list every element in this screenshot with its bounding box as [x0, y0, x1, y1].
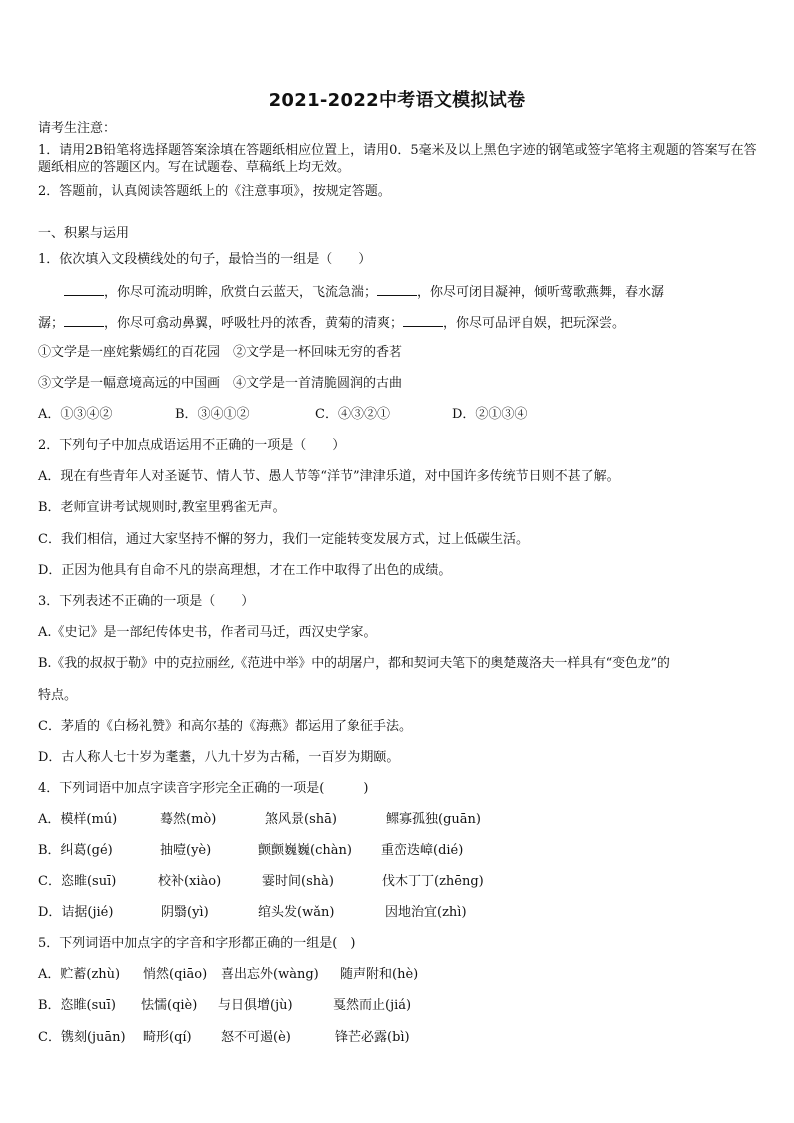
q4-a-word-4: 鳏寡孤独(guān): [386, 812, 481, 827]
q4-a-word-1: A．模样(mú): [38, 812, 118, 827]
q1-stem: 1．依次填入文段横线处的句子，最恰当的一组是（ ）: [38, 252, 372, 267]
q3-option-b-line-1: B.《我的叔叔于勒》中的克拉丽丝,《范进中举》中的胡屠户，都和契诃夫笔下的奥楚蔑洛夫一样具有“变色龙”的: [38, 656, 670, 671]
notice-item-1: 1．请用2B铅笔将选择题答案涂填在答题纸相应位置上，请用0．5毫米及以上黑色字迹的钢笔或签字笔将主观题的答案写在答题纸相应的答题区内。写在试题卷、草稿纸上均无效。: [38, 143, 757, 175]
fill-blank-4: [403, 314, 443, 327]
q5-a-word-3: 喜出忘外(wàng): [221, 967, 319, 982]
q4-d-word-4: 因地治宜(zhì): [385, 905, 467, 920]
q1-option-c: C．④③②①: [315, 407, 390, 422]
q1-passage-1b: ，你尽可闭目凝神，倾听莺歌燕舞，春水潺: [417, 285, 665, 300]
q1-passage-2a: 潺；: [38, 316, 65, 331]
q3-option-a: A.《史记》是一部纪传体史书，作者司马迁，西汉史学家。: [38, 625, 377, 640]
q5-a-word-1: A．贮蓄(zhù): [38, 967, 121, 982]
q5-c-word-1: C．镌刻(juān): [38, 1030, 126, 1045]
q5-c-word-2: 畸形(qí): [143, 1030, 192, 1045]
q1-sentences-1-2: ①文学是一座姹紫嫣红的百花园 ②文学是一杯回味无穷的香茗: [38, 345, 403, 360]
q3-option-b-line-2: 特点。: [38, 688, 78, 703]
q4-b-word-3: 颤颤巍巍(chàn): [258, 843, 352, 858]
q4-c-word-3: 霎时间(shà): [262, 874, 334, 889]
q1-sentences-3-4: ③文学是一幅意境高远的中国画 ④文学是一首清脆圆润的古曲: [38, 376, 403, 391]
exam-title: 2021-2022中考语文模拟试卷: [268, 90, 526, 111]
notice-heading: 请考生注意：: [38, 121, 117, 136]
q3-option-c: C．茅盾的《白杨礼赞》和高尔基的《海燕》都运用了象征手法。: [38, 719, 412, 734]
fill-blank-3: [64, 314, 104, 327]
q4-d-word-1: D．诘据(jié): [38, 905, 114, 920]
q4-c-word-1: C．恣睢(suī): [38, 874, 117, 889]
q4-a-word-3: 煞风景(shā): [265, 812, 337, 827]
q2-option-d: D．正因为他具有自命不凡的崇高理想，才在工作中取得了出色的成绩。: [38, 563, 452, 578]
q5-stem: 5．下列词语中加点字的字音和字形都正确的一组是( ): [38, 936, 356, 951]
q2-stem: 2．下列句子中加点成语运用不正确的一项是（ ）: [38, 438, 346, 453]
q4-stem: 4．下列词语中加点字读音字形完全正确的一项是( ): [38, 781, 369, 796]
q5-b-word-2: 怯懦(qiè): [141, 998, 198, 1013]
q5-a-word-4: 随声附和(hè): [340, 967, 419, 982]
q1-passage-line-2: [38, 314, 625, 332]
q4-d-word-3: 绾头发(wǎn): [258, 905, 335, 920]
q4-d-word-2: 阴翳(yì): [161, 905, 209, 920]
q2-option-c: C．我们相信，通过大家坚持不懈的努力，我们一定能转变发展方式，过上低碳生活。: [38, 532, 529, 547]
q5-c-word-4: 锋芒必露(bì): [335, 1030, 410, 1045]
q4-b-word-4: 重峦迭嶂(dié): [381, 843, 464, 858]
q2-option-a: A．现在有些青年人对圣诞节、情人节、愚人节等“洋节”津津乐道，对中国许多传统节日则不甚了解。: [38, 469, 620, 484]
q5-b-word-4: 戛然而止(jiá): [333, 998, 412, 1013]
q5-c-word-3: 怒不可遏(è): [221, 1030, 291, 1045]
q1-option-a: A．①③④②: [38, 407, 113, 422]
q5-b-word-1: B．恣睢(suī): [38, 998, 116, 1013]
q4-c-word-4: 伐木丁丁(zhēng): [382, 874, 484, 889]
notice-item-2: 2．答题前，认真阅读答题纸上的《注意事项》，按规定答题。: [38, 184, 391, 199]
q5-b-word-3: 与日俱增(jù): [218, 998, 293, 1013]
q1-passage-2c: ，你尽可品评自娱，把玩深尝。: [443, 316, 626, 331]
q1-option-b: B．③④①②: [175, 407, 250, 422]
section-heading: 一、积累与运用: [38, 226, 130, 241]
q1-passage-1a: ，你尽可流动明眸，欣赏白云蓝天，飞流急湍；: [104, 285, 378, 300]
q1-option-d: D．②①③④: [452, 407, 528, 422]
q3-stem: 3．下列表述不正确的一项是（ ）: [38, 594, 255, 609]
q4-b-word-2: 抽噎(yè): [160, 843, 212, 858]
q4-c-word-2: 校补(xiào): [158, 874, 222, 889]
q3-option-d: D．古人称人七十岁为耄耋，八九十岁为古稀，一百岁为期颐。: [38, 750, 400, 765]
q2-option-b: B．老师宣讲考试规则时,教室里鸦雀无声。: [38, 500, 286, 515]
fill-blank-1: [64, 283, 104, 296]
q4-a-word-2: 蓦然(mò): [160, 812, 217, 827]
fill-blank-2: [377, 283, 417, 296]
q1-passage-line-1: [64, 283, 664, 301]
q1-passage-2b: ，你尽可翕动鼻翼，呼吸牡丹的浓香，黄菊的清爽；: [104, 316, 404, 331]
q5-a-word-2: 悄然(qiāo): [143, 967, 208, 982]
q4-b-word-1: B．纠葛(gé): [38, 843, 113, 858]
